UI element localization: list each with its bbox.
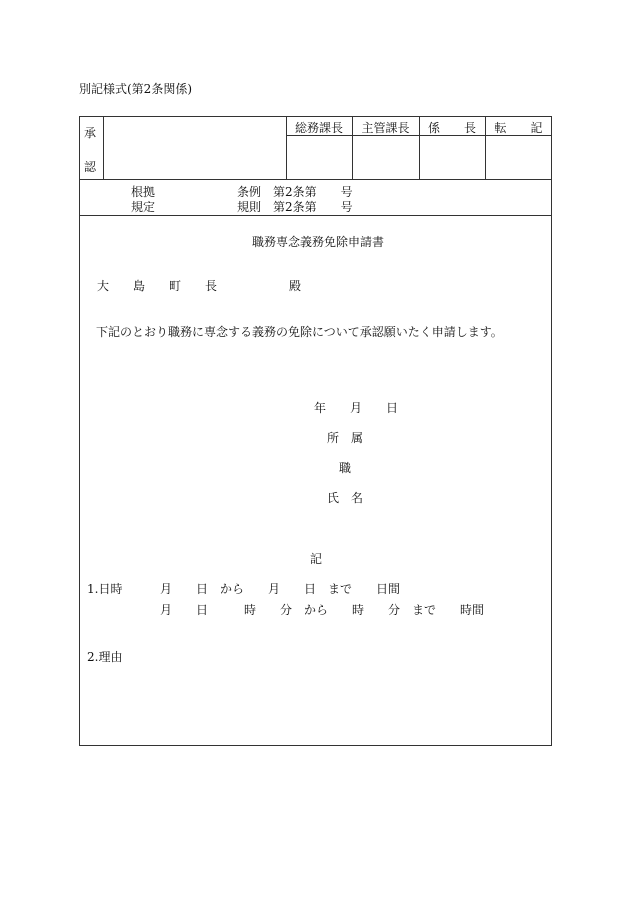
request-body: 下記のとおり職務に専念する義務の免除について承認願いたく申請します。 (96, 325, 503, 339)
affiliation-label: 所 属 (327, 431, 364, 445)
item1-line1: 月 日 から 月 日 まで 日間 (160, 582, 401, 596)
date-line: 年 月 日 (314, 401, 399, 415)
name-label: 氏 名 (327, 491, 364, 505)
approval-side-label-bottom: 認 (84, 160, 97, 174)
stamp-header-kakaricho: 係 長 (427, 121, 476, 135)
basis-bottom-line (79, 215, 552, 216)
position-label: 職 (339, 461, 352, 475)
basis-label-1: 根拠 (131, 185, 156, 199)
basis-label-2: 規定 (131, 200, 156, 214)
ki-heading: 記 (310, 552, 323, 566)
addressee: 大 島 町 長 殿 (97, 279, 302, 293)
approval-bottom-line (79, 179, 552, 180)
item2-label: 2.理由 (87, 650, 123, 664)
basis-line-2: 規則 第2条第 号 (237, 200, 353, 214)
basis-line-1: 条例 第2条第 号 (237, 185, 353, 199)
item1-line2: 月 日 時 分 から 時 分 まで 時間 (160, 603, 485, 617)
item1-label: 1.日時 (87, 582, 123, 596)
stamp-header-soumu: 総務課長 (294, 121, 343, 135)
form-label: 別記様式(第2条関係) (79, 82, 192, 96)
approval-side-divider (103, 116, 104, 179)
stamp-header-tenki: 転 記 (494, 121, 543, 135)
document-title: 職務専念義務免除申請書 (252, 235, 385, 249)
stamp-header-shukan: 主管課長 (361, 121, 410, 135)
approval-side-label-top: 承 (84, 126, 97, 140)
